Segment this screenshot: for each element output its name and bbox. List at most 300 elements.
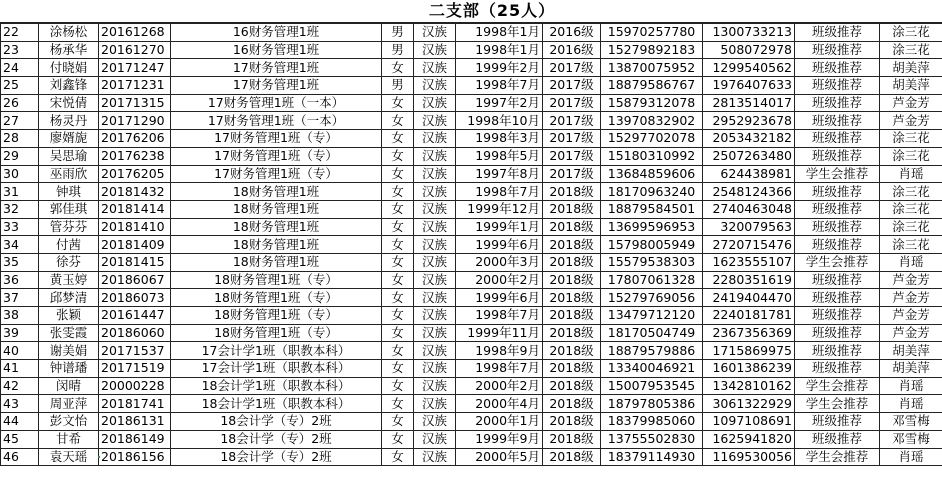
contact-cell[interactable]: 涂三花 <box>880 200 942 218</box>
row-number[interactable]: 22 <box>1 24 39 42</box>
recommend-cell[interactable]: 班级推荐 <box>795 289 880 307</box>
recommend-cell[interactable]: 学生会推荐 <box>795 395 880 413</box>
grade-cell[interactable]: 2017级 <box>543 94 601 112</box>
student-id-cell[interactable]: 20176205 <box>99 165 171 183</box>
contact-cell[interactable]: 涂三花 <box>880 218 942 236</box>
name-cell[interactable]: 吴思瑜 <box>39 147 99 165</box>
gender-cell[interactable]: 女 <box>382 289 414 307</box>
recommend-cell[interactable]: 学生会推荐 <box>795 377 880 395</box>
phone-cell[interactable]: 15297702078 <box>601 130 703 148</box>
birth-cell[interactable]: 2000年4月 <box>456 395 543 413</box>
grade-cell[interactable]: 2018级 <box>543 360 601 378</box>
row-number[interactable]: 44 <box>1 413 39 431</box>
birth-cell[interactable]: 1999年12月 <box>456 200 543 218</box>
gender-cell[interactable]: 女 <box>382 218 414 236</box>
phone-cell[interactable]: 18170504749 <box>601 324 703 342</box>
name-cell[interactable]: 杨灵丹 <box>39 112 99 130</box>
class-cell[interactable]: 17财务管理1班（一本） <box>171 112 382 130</box>
gender-cell[interactable]: 女 <box>382 130 414 148</box>
row-number[interactable]: 25 <box>1 77 39 95</box>
class-cell[interactable]: 17财务管理1班（专） <box>171 165 382 183</box>
name-cell[interactable]: 谢美娟 <box>39 342 99 360</box>
class-cell[interactable]: 18财务管理1班 <box>171 183 382 201</box>
phone-cell[interactable]: 15279769056 <box>601 289 703 307</box>
student-id-cell[interactable]: 20186131 <box>99 413 171 431</box>
qq-cell[interactable]: 1976407633 <box>703 77 795 95</box>
class-cell[interactable]: 18会计学（专）2班 <box>171 448 382 466</box>
student-id-cell[interactable]: 20171519 <box>99 360 171 378</box>
grade-cell[interactable]: 2017级 <box>543 77 601 95</box>
row-number[interactable]: 24 <box>1 59 39 77</box>
qq-cell[interactable]: 2952923678 <box>703 112 795 130</box>
grade-cell[interactable]: 2018级 <box>543 200 601 218</box>
qq-cell[interactable]: 508072978 <box>703 41 795 59</box>
gender-cell[interactable]: 女 <box>382 413 414 431</box>
ethnicity-cell[interactable]: 汉族 <box>414 112 456 130</box>
gender-cell[interactable]: 女 <box>382 165 414 183</box>
birth-cell[interactable]: 1999年11月 <box>456 324 543 342</box>
row-number[interactable]: 42 <box>1 377 39 395</box>
student-id-cell[interactable]: 20186073 <box>99 289 171 307</box>
recommend-cell[interactable]: 班级推荐 <box>795 218 880 236</box>
student-id-cell[interactable]: 20181432 <box>99 183 171 201</box>
grade-cell[interactable]: 2017级 <box>543 59 601 77</box>
student-id-cell[interactable]: 20171247 <box>99 59 171 77</box>
birth-cell[interactable]: 1999年6月 <box>456 289 543 307</box>
grade-cell[interactable]: 2016级 <box>543 24 601 42</box>
recommend-cell[interactable]: 班级推荐 <box>795 147 880 165</box>
recommend-cell[interactable]: 班级推荐 <box>795 360 880 378</box>
gender-cell[interactable]: 女 <box>382 430 414 448</box>
phone-cell[interactable]: 15279892183 <box>601 41 703 59</box>
row-number[interactable]: 26 <box>1 94 39 112</box>
class-cell[interactable]: 17财务管理1班 <box>171 59 382 77</box>
gender-cell[interactable]: 男 <box>382 24 414 42</box>
gender-cell[interactable]: 女 <box>382 360 414 378</box>
name-cell[interactable]: 付茜 <box>39 236 99 254</box>
student-id-cell[interactable]: 20171315 <box>99 94 171 112</box>
class-cell[interactable]: 18会计学1班（职教本科） <box>171 395 382 413</box>
class-cell[interactable]: 17财务管理1班 <box>171 77 382 95</box>
row-number[interactable]: 40 <box>1 342 39 360</box>
phone-cell[interactable]: 18379114930 <box>601 448 703 466</box>
ethnicity-cell[interactable]: 汉族 <box>414 147 456 165</box>
contact-cell[interactable]: 涂三花 <box>880 24 942 42</box>
name-cell[interactable]: 黄玉婷 <box>39 271 99 289</box>
student-id-cell[interactable]: 20176206 <box>99 130 171 148</box>
class-cell[interactable]: 18财务管理1班（专） <box>171 271 382 289</box>
ethnicity-cell[interactable]: 汉族 <box>414 377 456 395</box>
contact-cell[interactable]: 邓雪梅 <box>880 413 942 431</box>
name-cell[interactable]: 钟琪 <box>39 183 99 201</box>
contact-cell[interactable]: 涂三花 <box>880 236 942 254</box>
ethnicity-cell[interactable]: 汉族 <box>414 448 456 466</box>
grade-cell[interactable]: 2018级 <box>543 342 601 360</box>
gender-cell[interactable]: 女 <box>382 112 414 130</box>
ethnicity-cell[interactable]: 汉族 <box>414 77 456 95</box>
qq-cell[interactable]: 2240181781 <box>703 307 795 325</box>
phone-cell[interactable]: 17807061328 <box>601 271 703 289</box>
qq-cell[interactable]: 2813514017 <box>703 94 795 112</box>
class-cell[interactable]: 18财务管理1班（专） <box>171 307 382 325</box>
name-cell[interactable]: 涂杨松 <box>39 24 99 42</box>
gender-cell[interactable]: 女 <box>382 200 414 218</box>
row-number[interactable]: 29 <box>1 147 39 165</box>
ethnicity-cell[interactable]: 汉族 <box>414 253 456 271</box>
grade-cell[interactable]: 2017级 <box>543 112 601 130</box>
phone-cell[interactable]: 15879312078 <box>601 94 703 112</box>
ethnicity-cell[interactable]: 汉族 <box>414 307 456 325</box>
name-cell[interactable]: 张雯霞 <box>39 324 99 342</box>
gender-cell[interactable]: 男 <box>382 77 414 95</box>
row-number[interactable]: 38 <box>1 307 39 325</box>
birth-cell[interactable]: 1998年3月 <box>456 130 543 148</box>
qq-cell[interactable]: 1623555107 <box>703 253 795 271</box>
class-cell[interactable]: 17会计学1班（职教本科） <box>171 360 382 378</box>
ethnicity-cell[interactable]: 汉族 <box>414 200 456 218</box>
grade-cell[interactable]: 2018级 <box>543 307 601 325</box>
grade-cell[interactable]: 2018级 <box>543 183 601 201</box>
grade-cell[interactable]: 2018级 <box>543 271 601 289</box>
contact-cell[interactable]: 涂三花 <box>880 183 942 201</box>
phone-cell[interactable]: 15798005949 <box>601 236 703 254</box>
row-number[interactable]: 35 <box>1 253 39 271</box>
student-id-cell[interactable]: 20181410 <box>99 218 171 236</box>
qq-cell[interactable]: 320079563 <box>703 218 795 236</box>
phone-cell[interactable]: 13870075952 <box>601 59 703 77</box>
class-cell[interactable]: 17财务管理1班（一本） <box>171 94 382 112</box>
gender-cell[interactable]: 女 <box>382 59 414 77</box>
contact-cell[interactable]: 肖瑶 <box>880 253 942 271</box>
class-cell[interactable]: 18财务管理1班（专） <box>171 289 382 307</box>
row-number[interactable]: 45 <box>1 430 39 448</box>
ethnicity-cell[interactable]: 汉族 <box>414 183 456 201</box>
grade-cell[interactable]: 2017级 <box>543 165 601 183</box>
qq-cell[interactable]: 1342810162 <box>703 377 795 395</box>
ethnicity-cell[interactable]: 汉族 <box>414 236 456 254</box>
birth-cell[interactable]: 2000年1月 <box>456 413 543 431</box>
qq-cell[interactable]: 2720715476 <box>703 236 795 254</box>
row-number[interactable]: 46 <box>1 448 39 466</box>
name-cell[interactable]: 郭佳琪 <box>39 200 99 218</box>
row-number[interactable]: 28 <box>1 130 39 148</box>
name-cell[interactable]: 甘希 <box>39 430 99 448</box>
contact-cell[interactable]: 芦金芳 <box>880 112 942 130</box>
name-cell[interactable]: 管芬芬 <box>39 218 99 236</box>
contact-cell[interactable]: 芦金芳 <box>880 271 942 289</box>
row-number[interactable]: 30 <box>1 165 39 183</box>
contact-cell[interactable]: 涂三花 <box>880 130 942 148</box>
class-cell[interactable]: 18财务管理1班（专） <box>171 324 382 342</box>
qq-cell[interactable]: 624438981 <box>703 165 795 183</box>
recommend-cell[interactable]: 班级推荐 <box>795 342 880 360</box>
birth-cell[interactable]: 1999年9月 <box>456 430 543 448</box>
row-number[interactable]: 23 <box>1 41 39 59</box>
birth-cell[interactable]: 1998年9月 <box>456 342 543 360</box>
class-cell[interactable]: 17会计学1班（职教本科） <box>171 342 382 360</box>
student-id-cell[interactable]: 20171231 <box>99 77 171 95</box>
class-cell[interactable]: 17财务管理1班（专） <box>171 147 382 165</box>
grade-cell[interactable]: 2016级 <box>543 41 601 59</box>
student-id-cell[interactable]: 20181414 <box>99 200 171 218</box>
ethnicity-cell[interactable]: 汉族 <box>414 395 456 413</box>
ethnicity-cell[interactable]: 汉族 <box>414 41 456 59</box>
row-number[interactable]: 37 <box>1 289 39 307</box>
recommend-cell[interactable]: 班级推荐 <box>795 324 880 342</box>
student-id-cell[interactable]: 20186060 <box>99 324 171 342</box>
recommend-cell[interactable]: 班级推荐 <box>795 24 880 42</box>
qq-cell[interactable]: 1625941820 <box>703 430 795 448</box>
student-id-cell[interactable]: 20176238 <box>99 147 171 165</box>
gender-cell[interactable]: 女 <box>382 448 414 466</box>
grade-cell[interactable]: 2018级 <box>543 253 601 271</box>
ethnicity-cell[interactable]: 汉族 <box>414 430 456 448</box>
ethnicity-cell[interactable]: 汉族 <box>414 413 456 431</box>
phone-cell[interactable]: 18379985060 <box>601 413 703 431</box>
student-id-cell[interactable]: 20186067 <box>99 271 171 289</box>
class-cell[interactable]: 18会计学（专）2班 <box>171 413 382 431</box>
student-id-cell[interactable]: 20186156 <box>99 448 171 466</box>
recommend-cell[interactable]: 学生会推荐 <box>795 448 880 466</box>
qq-cell[interactable]: 2280351619 <box>703 271 795 289</box>
recommend-cell[interactable]: 班级推荐 <box>795 112 880 130</box>
contact-cell[interactable]: 胡美萍 <box>880 59 942 77</box>
recommend-cell[interactable]: 班级推荐 <box>795 77 880 95</box>
row-number[interactable]: 43 <box>1 395 39 413</box>
birth-cell[interactable]: 2000年2月 <box>456 377 543 395</box>
class-cell[interactable]: 18会计学1班（职教本科） <box>171 377 382 395</box>
birth-cell[interactable]: 1997年8月 <box>456 165 543 183</box>
ethnicity-cell[interactable]: 汉族 <box>414 271 456 289</box>
birth-cell[interactable]: 1998年7月 <box>456 183 543 201</box>
gender-cell[interactable]: 女 <box>382 395 414 413</box>
phone-cell[interactable]: 15970257780 <box>601 24 703 42</box>
name-cell[interactable]: 巫雨欣 <box>39 165 99 183</box>
qq-cell[interactable]: 2419404470 <box>703 289 795 307</box>
contact-cell[interactable]: 胡美萍 <box>880 360 942 378</box>
name-cell[interactable]: 张颖 <box>39 307 99 325</box>
birth-cell[interactable]: 1997年2月 <box>456 94 543 112</box>
class-cell[interactable]: 16财务管理1班 <box>171 24 382 42</box>
student-id-cell[interactable]: 20000228 <box>99 377 171 395</box>
qq-cell[interactable]: 1169530056 <box>703 448 795 466</box>
recommend-cell[interactable]: 班级推荐 <box>795 183 880 201</box>
recommend-cell[interactable]: 班级推荐 <box>795 94 880 112</box>
phone-cell[interactable]: 15180310992 <box>601 147 703 165</box>
ethnicity-cell[interactable]: 汉族 <box>414 130 456 148</box>
row-number[interactable]: 36 <box>1 271 39 289</box>
qq-cell[interactable]: 3061322929 <box>703 395 795 413</box>
gender-cell[interactable]: 女 <box>382 183 414 201</box>
qq-cell[interactable]: 1299540562 <box>703 59 795 77</box>
name-cell[interactable]: 付晓娟 <box>39 59 99 77</box>
contact-cell[interactable]: 芦金芳 <box>880 289 942 307</box>
student-id-cell[interactable]: 20181741 <box>99 395 171 413</box>
name-cell[interactable]: 周亚萍 <box>39 395 99 413</box>
contact-cell[interactable]: 胡美萍 <box>880 342 942 360</box>
ethnicity-cell[interactable]: 汉族 <box>414 218 456 236</box>
phone-cell[interactable]: 13699596953 <box>601 218 703 236</box>
birth-cell[interactable]: 1998年7月 <box>456 77 543 95</box>
gender-cell[interactable]: 男 <box>382 41 414 59</box>
contact-cell[interactable]: 芦金芳 <box>880 94 942 112</box>
phone-cell[interactable]: 18797805386 <box>601 395 703 413</box>
grade-cell[interactable]: 2018级 <box>543 324 601 342</box>
contact-cell[interactable]: 涂三花 <box>880 41 942 59</box>
grade-cell[interactable]: 2017级 <box>543 147 601 165</box>
birth-cell[interactable]: 1999年1月 <box>456 218 543 236</box>
name-cell[interactable]: 徐芬 <box>39 253 99 271</box>
gender-cell[interactable]: 女 <box>382 147 414 165</box>
phone-cell[interactable]: 13755502830 <box>601 430 703 448</box>
recommend-cell[interactable]: 学生会推荐 <box>795 253 880 271</box>
birth-cell[interactable]: 1998年1月 <box>456 24 543 42</box>
contact-cell[interactable]: 邓雪梅 <box>880 430 942 448</box>
ethnicity-cell[interactable]: 汉族 <box>414 59 456 77</box>
student-id-cell[interactable]: 20161447 <box>99 307 171 325</box>
name-cell[interactable]: 邱梦清 <box>39 289 99 307</box>
name-cell[interactable]: 刘鑫锋 <box>39 77 99 95</box>
birth-cell[interactable]: 1998年7月 <box>456 360 543 378</box>
contact-cell[interactable]: 涂三花 <box>880 147 942 165</box>
phone-cell[interactable]: 13684859606 <box>601 165 703 183</box>
phone-cell[interactable]: 18879584501 <box>601 200 703 218</box>
student-id-cell[interactable]: 20161270 <box>99 41 171 59</box>
name-cell[interactable]: 钟谱璠 <box>39 360 99 378</box>
recommend-cell[interactable]: 班级推荐 <box>795 430 880 448</box>
qq-cell[interactable]: 2507263480 <box>703 147 795 165</box>
phone-cell[interactable]: 18170963240 <box>601 183 703 201</box>
class-cell[interactable]: 16财务管理1班 <box>171 41 382 59</box>
student-id-cell[interactable]: 20161268 <box>99 24 171 42</box>
grade-cell[interactable]: 2018级 <box>543 413 601 431</box>
row-number[interactable]: 32 <box>1 200 39 218</box>
student-id-cell[interactable]: 20186149 <box>99 430 171 448</box>
qq-cell[interactable]: 1300733213 <box>703 24 795 42</box>
row-number[interactable]: 41 <box>1 360 39 378</box>
class-cell[interactable]: 17财务管理1班（专） <box>171 130 382 148</box>
name-cell[interactable]: 杨承华 <box>39 41 99 59</box>
grade-cell[interactable]: 2018级 <box>543 289 601 307</box>
recommend-cell[interactable]: 学生会推荐 <box>795 165 880 183</box>
row-number[interactable]: 33 <box>1 218 39 236</box>
name-cell[interactable]: 宋悦倩 <box>39 94 99 112</box>
qq-cell[interactable]: 1601386239 <box>703 360 795 378</box>
ethnicity-cell[interactable]: 汉族 <box>414 289 456 307</box>
grade-cell[interactable]: 2018级 <box>543 448 601 466</box>
ethnicity-cell[interactable]: 汉族 <box>414 94 456 112</box>
student-id-cell[interactable]: 20171537 <box>99 342 171 360</box>
birth-cell[interactable]: 2000年5月 <box>456 448 543 466</box>
contact-cell[interactable]: 肖瑶 <box>880 448 942 466</box>
grade-cell[interactable]: 2017级 <box>543 130 601 148</box>
class-cell[interactable]: 18会计学（专）2班 <box>171 430 382 448</box>
birth-cell[interactable]: 1998年7月 <box>456 307 543 325</box>
gender-cell[interactable]: 女 <box>382 94 414 112</box>
recommend-cell[interactable]: 班级推荐 <box>795 41 880 59</box>
qq-cell[interactable]: 2367356369 <box>703 324 795 342</box>
ethnicity-cell[interactable]: 汉族 <box>414 165 456 183</box>
gender-cell[interactable]: 女 <box>382 324 414 342</box>
birth-cell[interactable]: 1999年2月 <box>456 59 543 77</box>
phone-cell[interactable]: 15579538303 <box>601 253 703 271</box>
student-id-cell[interactable]: 20171290 <box>99 112 171 130</box>
phone-cell[interactable]: 18879586767 <box>601 77 703 95</box>
gender-cell[interactable]: 女 <box>382 342 414 360</box>
recommend-cell[interactable]: 班级推荐 <box>795 236 880 254</box>
qq-cell[interactable]: 2740463048 <box>703 200 795 218</box>
class-cell[interactable]: 18财务管理1班 <box>171 200 382 218</box>
gender-cell[interactable]: 女 <box>382 236 414 254</box>
row-number[interactable]: 34 <box>1 236 39 254</box>
gender-cell[interactable]: 女 <box>382 307 414 325</box>
qq-cell[interactable]: 1715869975 <box>703 342 795 360</box>
contact-cell[interactable]: 芦金芳 <box>880 307 942 325</box>
qq-cell[interactable]: 1097108691 <box>703 413 795 431</box>
class-cell[interactable]: 18财务管理1班 <box>171 236 382 254</box>
contact-cell[interactable]: 肖瑶 <box>880 377 942 395</box>
grade-cell[interactable]: 2018级 <box>543 218 601 236</box>
grade-cell[interactable]: 2018级 <box>543 430 601 448</box>
student-id-cell[interactable]: 20181409 <box>99 236 171 254</box>
recommend-cell[interactable]: 班级推荐 <box>795 413 880 431</box>
ethnicity-cell[interactable]: 汉族 <box>414 324 456 342</box>
recommend-cell[interactable]: 班级推荐 <box>795 59 880 77</box>
row-number[interactable]: 27 <box>1 112 39 130</box>
contact-cell[interactable]: 芦金芳 <box>880 324 942 342</box>
contact-cell[interactable]: 肖瑶 <box>880 395 942 413</box>
qq-cell[interactable]: 2053432182 <box>703 130 795 148</box>
gender-cell[interactable]: 女 <box>382 253 414 271</box>
grade-cell[interactable]: 2018级 <box>543 236 601 254</box>
class-cell[interactable]: 18财务管理1班 <box>171 253 382 271</box>
name-cell[interactable]: 彭文怡 <box>39 413 99 431</box>
gender-cell[interactable]: 女 <box>382 377 414 395</box>
gender-cell[interactable]: 女 <box>382 271 414 289</box>
birth-cell[interactable]: 1998年1月 <box>456 41 543 59</box>
phone-cell[interactable]: 13340046921 <box>601 360 703 378</box>
birth-cell[interactable]: 2000年3月 <box>456 253 543 271</box>
ethnicity-cell[interactable]: 汉族 <box>414 24 456 42</box>
birth-cell[interactable]: 2000年2月 <box>456 271 543 289</box>
row-number[interactable]: 39 <box>1 324 39 342</box>
recommend-cell[interactable]: 班级推荐 <box>795 200 880 218</box>
birth-cell[interactable]: 1998年10月 <box>456 112 543 130</box>
phone-cell[interactable]: 13479712120 <box>601 307 703 325</box>
row-number[interactable]: 31 <box>1 183 39 201</box>
class-cell[interactable]: 18财务管理1班 <box>171 218 382 236</box>
name-cell[interactable]: 廖婿旎 <box>39 130 99 148</box>
ethnicity-cell[interactable]: 汉族 <box>414 342 456 360</box>
recommend-cell[interactable]: 班级推荐 <box>795 307 880 325</box>
contact-cell[interactable]: 胡美萍 <box>880 77 942 95</box>
grade-cell[interactable]: 2018级 <box>543 377 601 395</box>
birth-cell[interactable]: 1998年5月 <box>456 147 543 165</box>
phone-cell[interactable]: 18879579886 <box>601 342 703 360</box>
recommend-cell[interactable]: 班级推荐 <box>795 271 880 289</box>
qq-cell[interactable]: 2548124366 <box>703 183 795 201</box>
ethnicity-cell[interactable]: 汉族 <box>414 360 456 378</box>
contact-cell[interactable]: 肖瑶 <box>880 165 942 183</box>
name-cell[interactable]: 闵晴 <box>39 377 99 395</box>
birth-cell[interactable]: 1999年6月 <box>456 236 543 254</box>
phone-cell[interactable]: 15007953545 <box>601 377 703 395</box>
student-id-cell[interactable]: 20181415 <box>99 253 171 271</box>
grade-cell[interactable]: 2018级 <box>543 395 601 413</box>
name-cell[interactable]: 袁天瑶 <box>39 448 99 466</box>
recommend-cell[interactable]: 班级推荐 <box>795 130 880 148</box>
phone-cell[interactable]: 13970832902 <box>601 112 703 130</box>
